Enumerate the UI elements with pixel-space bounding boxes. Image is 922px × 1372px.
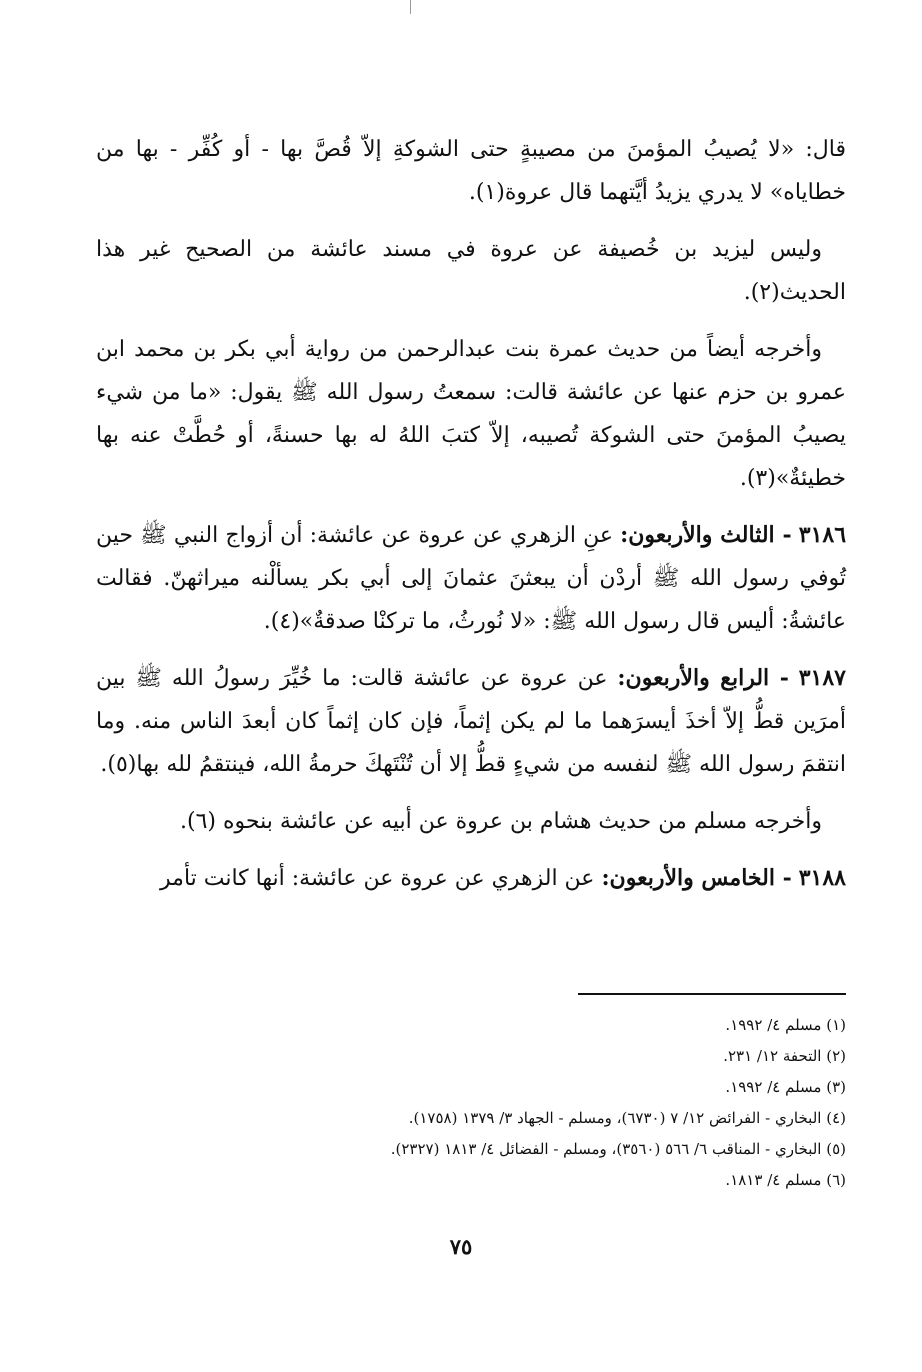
footnote-6: (٦) مسلم ٤/ ١٨١٣. bbox=[725, 1171, 846, 1189]
paragraph-1 bbox=[96, 128, 846, 214]
hadith-text: عنِ الزهري عن عروة عن عائشة: أن أزواج النبي ﷺ حين تُوفي رسول الله ﷺ أردْن أن يبعثنَ عثمانَ إلى أبي بكر يسألْنه ميراثهنّ. فقالت عائشةُ: أليس قال رسول الله ﷺ: «لا نُورثُ، ما تركنْا صدقةٌ»(٤). bbox=[96, 523, 846, 634]
paragraph-3 bbox=[96, 328, 846, 500]
hadith-3187 bbox=[96, 657, 846, 786]
footnote-4: (٤) البخاري - الفرائض ١٢/ ٧ (٦٧٣٠)، ومسلم - الجهاد ٣/ ١٣٧٩ (١٧٥٨). bbox=[408, 1109, 846, 1127]
page-number: ٧٥ bbox=[449, 1234, 473, 1259]
hadith-3186 bbox=[96, 514, 846, 643]
hadith-number: ٣١٨٨ bbox=[798, 865, 846, 891]
hadith-number: ٣١٨٦ bbox=[798, 522, 847, 548]
paragraph-text: قال: «لا يُصيبُ المؤمنَ من مصيبةٍ حتى الشوكةِ إلاّ قُصَّ بها - أو كُفِّر - بها من خطاياه» لا يدري يزيدُ أيَّتهما قال عروة(١). bbox=[96, 137, 846, 205]
footnote-3: (٣) مسلم ٤/ ١٩٩٢. bbox=[725, 1078, 846, 1096]
main-text bbox=[96, 128, 846, 914]
paragraph-6 bbox=[96, 800, 846, 843]
footnotes bbox=[86, 1010, 846, 1196]
scan-mark bbox=[410, 0, 411, 14]
hadith-text: عن عروة عن عائشة قالت: ما خُيِّرَ رسولُ الله ﷺ بين أمرَين قطُّ إلاّ أخذَ أيسرَهما ما لم يكن إثماً، فإن كان إثماً كان أبعدَ الناس منه. وما انتقمَ رسول الله ﷺ لنفسه من شيءٍ قطُّ إلا أن تُنْتَهكَ حرمةُ الله، فينتقمُ لله بها(٥). bbox=[96, 666, 846, 777]
hadith-3188 bbox=[96, 857, 846, 900]
hadith-title: - الخامس والأربعون: bbox=[601, 865, 792, 891]
paragraph-text: وأخرجه أيضاً من حديث عمرة بنت عبدالرحمن من رواية أبي بكر بن محمد ابن عمرو بن حزم عنها عن عائشة قالت: سمعتُ رسول الله ﷺ يقول: «ما من شيء يصيبُ المؤمنَ حتى الشوكة تُصيبه، إلاّ كتبَ اللهُ له بها حسنةً، أو حُطَّتْ عنه بها خطيئةٌ»(٣). bbox=[96, 337, 846, 491]
footnote-5: (٥) البخاري - المناقب ٦/ ٥٦٦ (٣٥٦٠)، ومسلم - الفضائل ٤/ ١٨١٣ (٢٣٢٧). bbox=[390, 1140, 846, 1158]
hadith-title: - الرابع والأربعون: bbox=[617, 665, 789, 691]
hadith-text: عن الزهري عن عروة عن عائشة: أنها كانت تأمر bbox=[160, 866, 595, 891]
footnote-2: (٢) التحفة ١٢/ ٢٣١. bbox=[723, 1047, 846, 1065]
paragraph-text: وأخرجه مسلم من حديث هشام بن عروة عن أبيه عن عائشة بنحوه (٦). bbox=[180, 809, 822, 834]
footnote-1: (١) مسلم ٤/ ١٩٩٢. bbox=[725, 1016, 846, 1034]
hadith-title: - الثالث والأربعون: bbox=[620, 522, 792, 548]
footnote-divider bbox=[578, 993, 846, 995]
paragraph-text: وليس ليزيد بن خُصيفة عن عروة في مسند عائشة من الصحيح غير هذا الحديث(٢). bbox=[96, 237, 846, 305]
paragraph-2 bbox=[96, 228, 846, 314]
hadith-number: ٣١٨٧ bbox=[798, 665, 846, 691]
